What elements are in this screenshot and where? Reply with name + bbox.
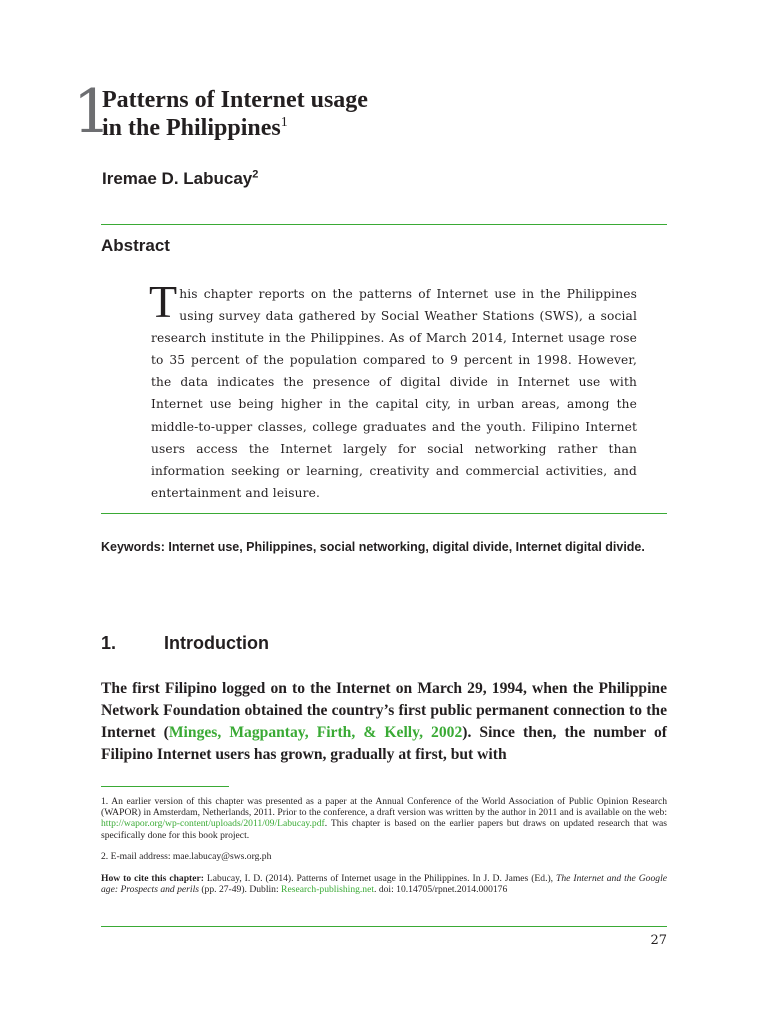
divider-abstract (101, 513, 667, 514)
author-name-text: Iremae D. Labucay (102, 169, 253, 188)
abstract-heading: Abstract (101, 236, 170, 255)
intro-text-start: The first Filipino logged on to the Internet on March 29, 1994, when the Philippine Network Foundation obtained the country’s first public permanent connection to the Internet ( (101, 680, 667, 741)
section-number: 1. (101, 633, 117, 653)
chapter-title-line-2: in the Philippines (102, 115, 281, 141)
divider-bottom (101, 926, 667, 927)
citation-link[interactable]: Minges, Magpantay, Firth, & Kelly, 2002 (168, 724, 463, 741)
citation-label: How to cite this chapter: (101, 873, 204, 884)
chapter-title-line-1: Patterns of Internet usage (102, 87, 368, 113)
footnote-2: 2. E-mail address: mae.labucay@sws.org.ph (101, 851, 272, 862)
page-number: 27 (650, 933, 667, 948)
chapter-number: 1 (73, 77, 112, 147)
title-footnote-marker[interactable]: 1 (280, 115, 288, 130)
citation-text-2: (pp. 27-49). Dublin: (198, 884, 282, 896)
abstract-text: his chapter reports on the patterns of Internet use in the Philippines using survey data gathered by Social Weather Stations (SWS), a social research institute in the Philippines. As of March 2014, Internet usage rose to 35 percent of the population compared to 9 percent in 1998. However, the data indicates the presence of digital divide in Internet use with Internet use being higher in the capital city, in urban areas, among the middle-to-upper classes, college graduates and the youth. Filipino Internet users access the Internet largely for social networking rather than information seeking or learning, creativity and commercial activities, and entertainment and leisure. (151, 287, 637, 500)
author-footnote-marker[interactable]: 2 (252, 168, 259, 181)
abstract-body (149, 276, 637, 504)
citation-note (101, 873, 667, 895)
introduction-paragraph (101, 678, 667, 766)
citation-text-1: Labucay, I. D. (2014). Patterns of Internet usage in the Philippines. In J. D. James (Ed.), (203, 873, 557, 884)
keywords-text: Internet use, Philippines, social networking, digital divide, Internet digital divide. (168, 540, 645, 554)
footnote-separator (101, 786, 229, 787)
keywords-label: Keywords: (101, 540, 165, 554)
author-name (102, 168, 258, 190)
section-heading (101, 631, 269, 655)
section-title: Introduction (164, 633, 269, 653)
keywords (101, 536, 667, 558)
abstract-dropcap: T (149, 276, 178, 327)
publisher-link[interactable]: Research-publishing.net (281, 884, 375, 896)
footnote-1-url[interactable]: http://wapor.org/wp-content/uploads/2011/09/Labucay.pdf (101, 818, 325, 830)
chapter-title (102, 86, 368, 142)
citation-book-title: The Internet and the Google age: Prospects and perils (101, 873, 667, 896)
divider-top (101, 224, 667, 225)
intro-text-end: ). Since then, the number of Filipino Internet users has grown, gradually at first, but with (101, 724, 667, 763)
citation-doi: . doi: 10.14705/rpnet.2014.000176 (374, 884, 508, 896)
footnote-1-text-end: . This chapter is based on the earlier papers but draws on updated research that was specifically done for this book project. (101, 818, 667, 841)
footnote-1-text: 1. An earlier version of this chapter was presented as a paper at the Annual Conference of the World Association of Public Opinion Research (WAPOR) in Amsterdam, Netherlands, 2011. Prior to the conference, a draft version was written by the author in 2011 and is available on the web: (101, 796, 667, 819)
footnote-1 (101, 796, 667, 841)
